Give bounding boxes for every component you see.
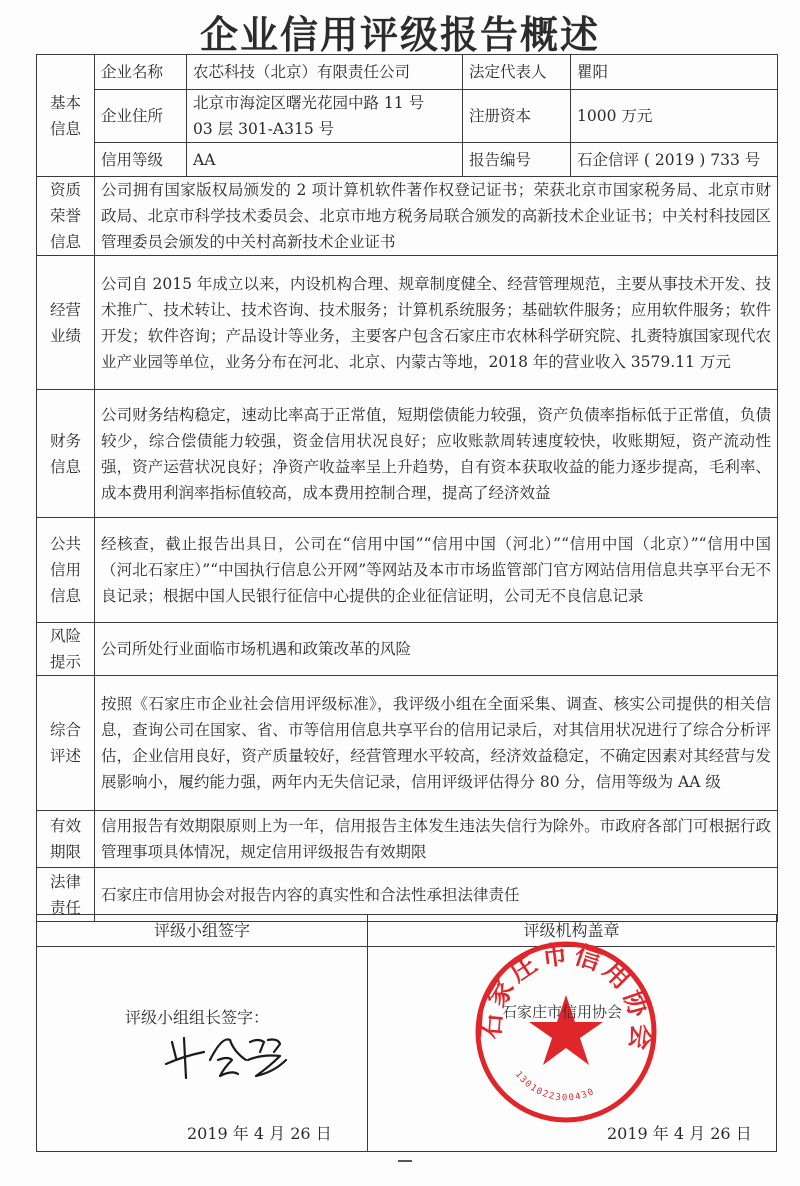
section-text-risk: 公司所处行业面临市场机遇和政策改革的风险 <box>95 623 778 676</box>
label-report-no: 报告编号 <box>463 143 571 177</box>
row-public-credit <box>37 518 778 623</box>
value-grade: AA <box>187 143 463 177</box>
value-capital: 1000 万元 <box>571 90 778 143</box>
label-capital: 注册资本 <box>463 90 571 143</box>
row-address <box>37 90 778 143</box>
row-qualification <box>37 177 778 256</box>
report-table <box>36 54 778 922</box>
section-label-legal: 法律 责任 <box>37 868 95 922</box>
section-label-summary: 综合 评述 <box>37 676 95 811</box>
section-text-validity: 信用报告有效期限原则上为一年，信用报告主体发生违法失信行为除外。市政府各部门可根据行政管理事项具体情况，规定信用评级报告有效期限 <box>95 811 778 868</box>
value-legal-rep: 瞿阳 <box>571 55 778 90</box>
row-grade <box>37 143 778 177</box>
leader-sign-date: 2019 年 4 月 26 日 <box>187 1124 332 1143</box>
section-text-public-credit: 经核查，截止报告出具日，公司在“信用中国”“信用中国（河北）”“信用中国（北京）”“信用中国（河北石家庄）”“中国执行信息公开网”等网站及本市市场监管部门官方网站信用信息共享平台无不良记录；根据中国人民银行征信中心提供的企业征信证明，公司无不良信息记录 <box>95 518 778 623</box>
label-grade: 信用等级 <box>95 143 187 177</box>
section-text-finance: 公司财务结构稳定，速动比率高于正常值，短期偿债能力较强，资产负债率指标低于正常值，负债较少，综合偿债能力较强，资金信用状况良好；应收账款周转速度较快，收账期短，资产流动性强，资产运营状况良好；净资产收益率呈上升趋势，自有资本获取收益的能力逐步提高，毛利率、成本费用利润率指标值较高，成本费用控制合理，提高了经济效益 <box>95 390 778 518</box>
section-label-public-credit: 公共 信用 信息 <box>37 518 95 623</box>
row-summary <box>37 676 778 811</box>
scan-mark <box>398 1160 412 1162</box>
signature-header-team: 评级小组签字 <box>37 915 367 947</box>
signature-header-org: 评级机构盖章 <box>367 915 775 947</box>
section-label-validity: 有效 期限 <box>37 811 95 868</box>
signature-section <box>36 914 777 1152</box>
row-risk <box>37 623 778 676</box>
label-legal-rep: 法定代表人 <box>463 55 571 90</box>
section-label-risk: 风险 提示 <box>37 623 95 676</box>
section-label-finance: 财务 信息 <box>37 390 95 518</box>
row-validity <box>37 811 778 868</box>
section-text-legal: 石家庄市信用协会对报告内容的真实性和合法性承担法律责任 <box>95 868 778 922</box>
value-report-no: 石企信评 ( 2019 ) 733 号 <box>571 143 778 177</box>
section-text-performance: 公司自 2015 年成立以来，内设机构合理、规章制度健全、经营管理规范，主要从事技术开发、技术推广、技术转让、技术咨询、技术服务；计算机系统服务；基础软件服务；应用软件服务；软件开发；软件咨询；产品设计等业务，主要客户包含石家庄市农林科学研究院、扎赉特旗国家现代农业产业园等单位，业务分布在河北、北京、内蒙古等地，2018 年的营业收入 3579.11 万元 <box>95 256 778 390</box>
leader-signature-label: 评级小组组长签字： <box>125 1008 270 1027</box>
value-company-name: 农芯科技（北京）有限责任公司 <box>187 55 463 90</box>
stamp-arc-text: 石家庄市信用协会 <box>476 939 657 1056</box>
stamp-number: 1301022300430 <box>512 1069 597 1104</box>
section-label-qualification: 资质 荣誉 信息 <box>37 177 95 256</box>
address-line-2: 03 层 301-A315 号 <box>193 120 335 138</box>
org-stamp-date: 2019 年 4 月 26 日 <box>607 1124 752 1143</box>
org-name: 石家庄市信用协会 <box>502 1003 623 1021</box>
row-company-name <box>37 55 778 90</box>
value-address <box>187 90 463 143</box>
section-label-basic: 基本 信息 <box>37 55 95 177</box>
row-performance <box>37 256 778 390</box>
section-label-performance: 经营 业绩 <box>37 256 95 390</box>
official-stamp <box>471 937 661 1127</box>
label-company-name: 企业名称 <box>95 55 187 90</box>
handwritten-signature <box>162 1030 302 1090</box>
section-text-summary: 按照《石家庄市企业社会信用评级标准》，我评级小组在全面采集、调查、核实公司提供的相关信息，查询公司在国家、省、市等信用信息共享平台的信用记录后，对其信用状况进行了综合分析评估，企业信用良好，资产质量较好，经营管理水平较高，经济效益稳定，不确定因素对其经营与发展影响小，履约能力强，两年内无失信记录，信用评级评估得分 80 分，信用等级为 AA 级 <box>95 676 778 811</box>
label-address: 企业住所 <box>95 90 187 143</box>
signature-divider <box>367 915 368 1151</box>
row-finance <box>37 390 778 518</box>
page-title: 企业信用评级报告概述 <box>199 13 600 57</box>
address-line-1: 北京市海淀区曙光花园中路 11 号 <box>193 94 425 112</box>
section-text-qualification: 公司拥有国家版权局颁发的 2 项计算机软件著作权登记证书；荣获北京市国家税务局、北京市财政局、北京市科学技术委员会、北京市地方税务局联合颁发的高新技术企业证书；中关村科技园区管理委员会颁发的中关村高新技术企业证书 <box>95 177 778 256</box>
